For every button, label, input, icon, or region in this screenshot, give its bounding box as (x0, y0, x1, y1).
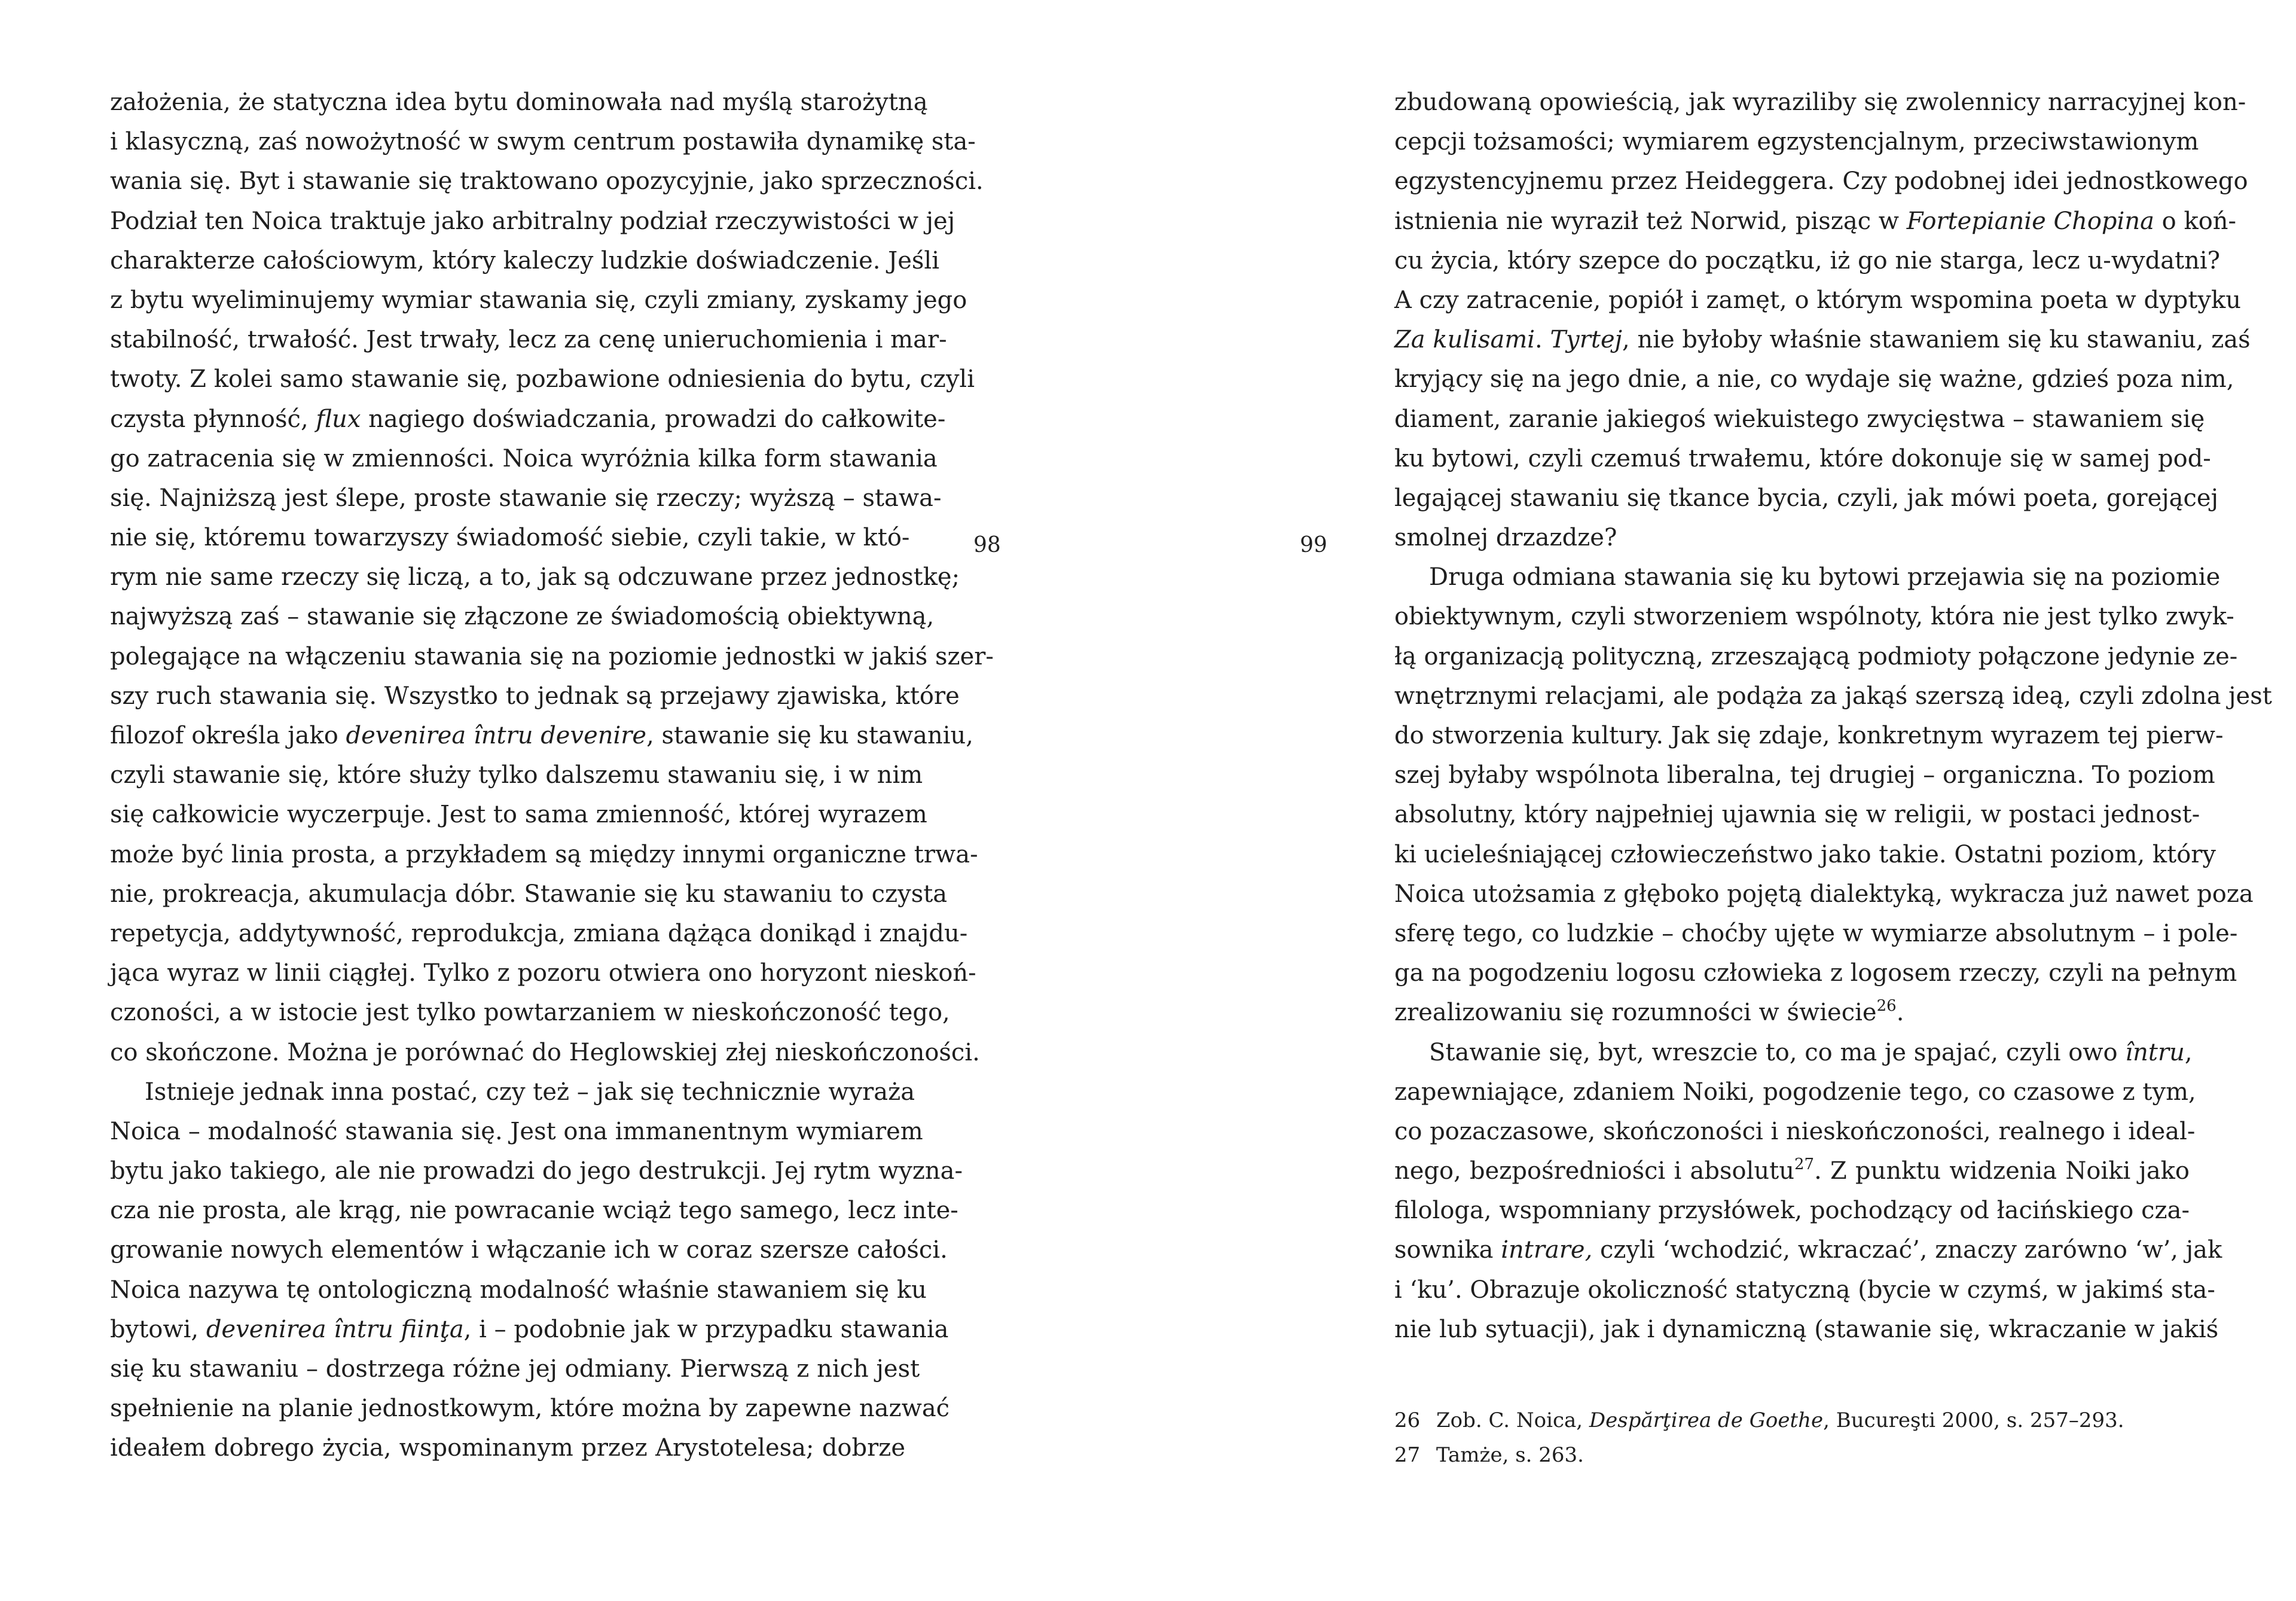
text-line: Podział ten Noica traktuje jako arbitralny podział rzeczywistości w jej (110, 207, 955, 235)
text-run: bytowi, (110, 1315, 206, 1343)
text-line: się ku stawaniu – dostrzega różne jej odmiany. Pierwszą z nich jest (110, 1355, 920, 1383)
text-line: ki ucieleśniającej człowieczeństwo jako takie. Ostatni poziom, który (1394, 840, 2216, 868)
text-line (1394, 202, 2237, 241)
text-line (110, 400, 946, 439)
text-line: wnętrznymi relacjami, ale podąża za jakąś szerszą ideą, czyli zdolna jest (1394, 682, 2272, 710)
text-line: sferę tego, co ludzkie – choćby ujęte w wymiarze absolutnym – i pole- (1394, 919, 2238, 947)
text-line: filologa, wspomniany przysłówek, pochodzący od łacińskiego cza- (1394, 1197, 2190, 1225)
text-line: z bytu wyeliminujemy wymiar stawania się, czyli zmiany, zyskamy jego (110, 286, 967, 314)
text-run: , nie byłoby właśnie stawaniem się ku stawaniu, zaś (1622, 326, 2251, 354)
text-run: zrealizowaniu się rozumności w świecie (1394, 999, 1877, 1027)
text-line: ga na pogodzeniu logosu człowieka z logosem rzeczy, czyli na pełnym (1394, 959, 2237, 987)
footnote-ref: 26 (1876, 996, 1897, 1015)
text-line: ideałem dobrego życia, wspominanym przez Arystotelesa; dobrze (110, 1434, 905, 1462)
text-line: bytu jako takiego, ale nie prowadzi do jego destrukcji. Jej rytm wyzna- (110, 1157, 963, 1185)
text-line: zbudowaną opowieścią, jak wyraziliby się zwolennicy narracyjnej kon- (1394, 89, 2246, 116)
text-line: najwyższą zaś – stawanie się złączone ze świadomością obiektywną, (110, 603, 935, 631)
footnote-27 (1394, 1438, 2190, 1472)
text-line (1394, 1033, 2193, 1072)
text-line: może być linia prosta, a przykładem są między innymi organiczne trwa- (110, 840, 978, 868)
text-run: czyli ‘wchodzić, wkraczać’, znaczy zarówno ‘w’, jak (1592, 1236, 2222, 1264)
text-line: cepcji tożsamości; wymiarem egzystencjalnym, przeciwstawionym (1394, 128, 2199, 156)
text-run: , stawanie się ku stawaniu, (646, 722, 973, 749)
text-line: stabilność, trwałość. Jest trwały, lecz za cenę unieruchomienia i mar- (110, 326, 947, 354)
text-line: growanie nowych elementów i włączanie ich w coraz szersze całości. (110, 1236, 948, 1264)
footnotes (1394, 1403, 2190, 1472)
text-run: czysta płynność, (110, 405, 316, 433)
footnote-title: Despărţirea de Goethe (1589, 1408, 1824, 1432)
text-line: rym nie same rzeczy się liczą, a to, jak są odczuwane przez jednostkę; (110, 563, 960, 591)
text-line: zapewniające, zdaniem Noiki, pogodzenie tego, co czasowe z tym, (1394, 1078, 2196, 1106)
footnote-ref: 27 (1794, 1155, 1815, 1173)
text-line: nie się, któremu towarzyszy świadomość siebie, czyli takie, w któ- (110, 524, 910, 552)
text-run: . (1535, 326, 1550, 354)
text-line: diament, zaranie jakiegoś wiekuistego zwycięstwa – stawaniem się (1394, 405, 2205, 433)
text-line: smolnej drzazdze? (1394, 524, 1617, 552)
text-line: czyli stawanie się, które służy tylko dalszemu stawaniu się, i w nim (110, 761, 923, 789)
italic-term: devenirea întru fiinţa (206, 1315, 464, 1343)
text-line: Istnieje jednak inna postać, czy też – jak się technicznie wyraża (145, 1078, 915, 1106)
text-run: Stawanie się, byt, wreszcie to, co ma je spajać, czyli owo (1429, 1038, 2126, 1066)
text-run: filozof określa jako (110, 722, 346, 749)
text-line: wania się. Byt i stawanie się traktowano opozycyjnie, jako sprzeczności. (110, 167, 984, 196)
text-line: czoności, a w istocie jest tylko powtarzaniem w nieskończoność tego, (110, 999, 950, 1027)
text-line: i ‘ku’. Obrazuje okoliczność statyczną (bycie w czymś, w jakimś sta- (1394, 1276, 2215, 1304)
text-line: polegające na włączeniu stawania się na poziomie jednostki w jakiś szer- (110, 642, 994, 670)
text-line: kryjący się na jego dnie, a nie, co wydaje się ważne, gdzieś poza nim, (1394, 365, 2234, 394)
right-page-body (1394, 83, 2272, 1349)
text-run: sownika (1394, 1236, 1501, 1264)
text-line: cu życia, który szepce do początku, iż go nie starga, lecz u-wydatni? (1394, 246, 2221, 275)
text-line: się całkowicie wyczerpuje. Jest to sama zmienność, której wyrazem (110, 801, 927, 829)
text-line: Noica utożsamia z głęboko pojętą dialektyką, wykracza już nawet poza (1394, 880, 2254, 908)
text-run: , i – podobnie jak w przypadku stawania (463, 1315, 949, 1343)
text-run: . Z punktu widzenia Noiki jako (1814, 1157, 2190, 1185)
italic-term: devenirea întru devenire (346, 722, 647, 749)
footnote-26 (1394, 1403, 2190, 1438)
text-line: spełnienie na planie jednostkowym, które można by zapewne nazwać (110, 1395, 950, 1423)
text-line: Druga odmiana stawania się ku bytowi przejawia się na poziomie (1429, 563, 2221, 591)
text-line: założenia, że statyczna idea bytu dominowała nad myślą starożytną (110, 89, 928, 116)
footnote-text: , Bucureşti 2000, s. 257–293. (1823, 1408, 2124, 1432)
footnote-text: Zob. C. Noica, (1436, 1408, 1589, 1432)
text-line: łą organizacją polityczną, zrzeszającą podmioty połączone jedynie ze- (1394, 642, 2238, 670)
text-line (1394, 993, 2190, 1032)
text-line: absolutny, który najpełniej ujawnia się w religii, w postaci jednost- (1394, 801, 2200, 829)
footnote-number: 27 (1394, 1443, 1421, 1467)
text-line: co skończone. Można je porównać do Heglowskiej złej nieskończoności. (110, 1038, 980, 1066)
text-line (1394, 1151, 2190, 1191)
text-line (110, 716, 973, 755)
text-line (110, 1310, 949, 1349)
text-line: obiektywnym, czyli stworzeniem wspólnoty, która nie jest tylko zwyk- (1394, 603, 2234, 631)
text-line: legającej stawaniu się tkance bycia, czyli, jak mówi poeta, gorejącej (1394, 484, 2218, 512)
text-run: nego, bezpośredniości i absolutu (1394, 1157, 1794, 1185)
text-line (1394, 320, 2251, 359)
text-line: A czy zatracenie, popiół i zamęt, o którym wspomina poeta w dyptyku (1394, 286, 2241, 314)
text-run: . (1896, 999, 1904, 1027)
text-line: i klasyczną, zaś nowożytność w swym centrum postawiła dynamikę sta- (110, 128, 976, 156)
text-line: szy ruch stawania się. Wszystko to jednak są przejawy zjawiska, które (110, 682, 960, 710)
text-line: cza nie prosta, ale krąg, nie powracanie wciąż tego samego, lecz inte- (110, 1197, 958, 1225)
italic-title: Za kulisami (1394, 326, 1535, 354)
text-line: jąca wyraz w linii ciągłej. Tylko z pozoru otwiera ono horyzont nieskoń- (110, 959, 976, 987)
text-run: istnienia nie wyraził też Norwid, pisząc w (1394, 207, 1907, 235)
text-line: twoty. Z kolei samo stawanie się, pozbawione odniesienia do bytu, czyli (110, 365, 975, 394)
text-run: nagiego doświadczania, prowadzi do całkowite- (361, 405, 946, 433)
italic-term: flux (316, 405, 361, 433)
text-run: o koń- (2154, 207, 2237, 235)
text-line: Noica – modalność stawania się. Jest ona immanentnym wymiarem (110, 1117, 923, 1145)
page-number-left: 98 (973, 533, 1001, 557)
italic-term: intrare, (1501, 1236, 1593, 1264)
text-line: charakterze całościowym, który kaleczy ludzkie doświadczenie. Jeśli (110, 246, 939, 275)
footnote-number: 26 (1394, 1408, 1421, 1432)
italic-term: întru (2125, 1038, 2185, 1066)
footnote-text: Tamże, s. 263. (1436, 1443, 1584, 1467)
page-number-right: 99 (1300, 533, 1327, 557)
text-line: do stworzenia kultury. Jak się zdaje, konkretnym wyrazem tej pierw- (1394, 722, 2224, 749)
text-line: się. Najniższą jest ślepe, proste stawanie się rzeczy; wyższą – stawa- (110, 484, 942, 512)
text-line: ku bytowi, czyli czemuś trwałemu, które dokonuje się w samej pod- (1394, 444, 2211, 472)
text-line: go zatracenia się w zmienności. Noica wyróżnia kilka form stawania (110, 444, 938, 472)
text-line: nie, prokreacja, akumulacja dóbr. Stawanie się ku stawaniu to czysta (110, 880, 948, 908)
text-line: egzystencyjnemu przez Heideggera. Czy podobnej idei jednostkowego (1394, 167, 2248, 196)
text-line: szej byłaby wspólnota liberalna, tej drugiej – organiczna. To poziom (1394, 761, 2215, 789)
italic-title: Tyrtej (1550, 326, 1623, 354)
text-line: Noica nazywa tę ontologiczną modalność właśnie stawaniem się ku (110, 1276, 927, 1304)
text-line: nie lub sytuacji), jak i dynamiczną (stawanie się, wkraczanie w jakiś (1394, 1315, 2219, 1343)
text-line: repetycja, addytywność, reprodukcja, zmiana dążąca donikąd i znajdu- (110, 919, 968, 947)
text-run: , (2184, 1038, 2193, 1066)
italic-title: Fortepianie Chopina (1906, 207, 2154, 235)
text-line: co pozaczasowe, skończoności i nieskończoności, realnego i ideal- (1394, 1117, 2196, 1145)
text-line (1394, 1230, 2222, 1270)
